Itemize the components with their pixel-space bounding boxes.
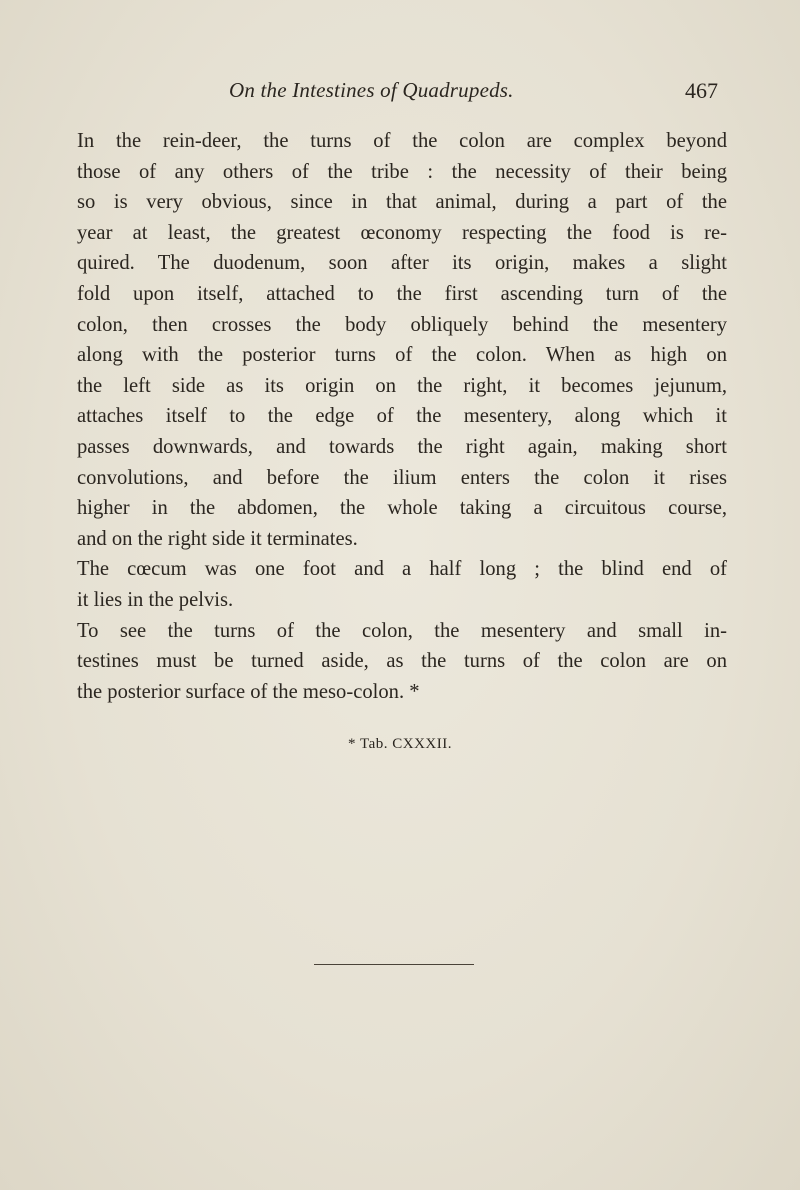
text-line: higher in the abdomen, the whole taking a circuitous course, — [77, 497, 727, 520]
text-line: the left side as its origin on the right, it becomes jejunum, — [77, 374, 727, 397]
text-line: In the rein-deer, the turns of the colon are complex beyond — [77, 130, 727, 152]
text-line: passes downwards, and towards the right again, making short — [77, 435, 727, 458]
running-title: On the Intestines of Quadrupeds. — [229, 78, 514, 102]
text-line: quired. The duodenum, soon after its origin, makes a slight — [77, 252, 727, 275]
text-line: To see the turns of the colon, the mesentery and small in- — [77, 619, 727, 642]
page-header — [229, 78, 769, 110]
text-line: The cœcum was one foot and a half long ; the blind end of — [77, 558, 727, 581]
page-number: 467 — [685, 78, 718, 103]
text-line: those of any others of the tribe : the necessity of their being — [77, 160, 727, 183]
text-line: along with the posterior turns of the colon. When as high on — [77, 344, 727, 367]
text-line: convolutions, and before the ilium enters the colon it rises — [77, 466, 727, 489]
text-line: the posterior surface of the meso-colon. * — [77, 680, 420, 703]
text-line: fold upon itself, attached to the first ascending turn of the — [77, 282, 727, 305]
footnote-text: * Tab. CXXXII. — [348, 736, 452, 752]
text-line: and on the right side it terminates. — [77, 527, 358, 550]
text-line: it lies in the pelvis. — [77, 588, 234, 611]
text-line: year at least, the greatest œconomy respecting the food is re- — [77, 221, 727, 244]
body-text — [77, 126, 727, 707]
text-line: attaches itself to the edge of the mesentery, along which it — [77, 405, 727, 428]
text-line: testines must be turned aside, as the turns of the colon are on — [77, 650, 727, 673]
end-rule-divider — [314, 964, 474, 965]
footnote — [0, 736, 800, 753]
text-line: colon, then crosses the body obliquely behind the mesentery — [77, 313, 727, 336]
text-line: so is very obvious, since in that animal, during a part of the — [77, 191, 727, 214]
